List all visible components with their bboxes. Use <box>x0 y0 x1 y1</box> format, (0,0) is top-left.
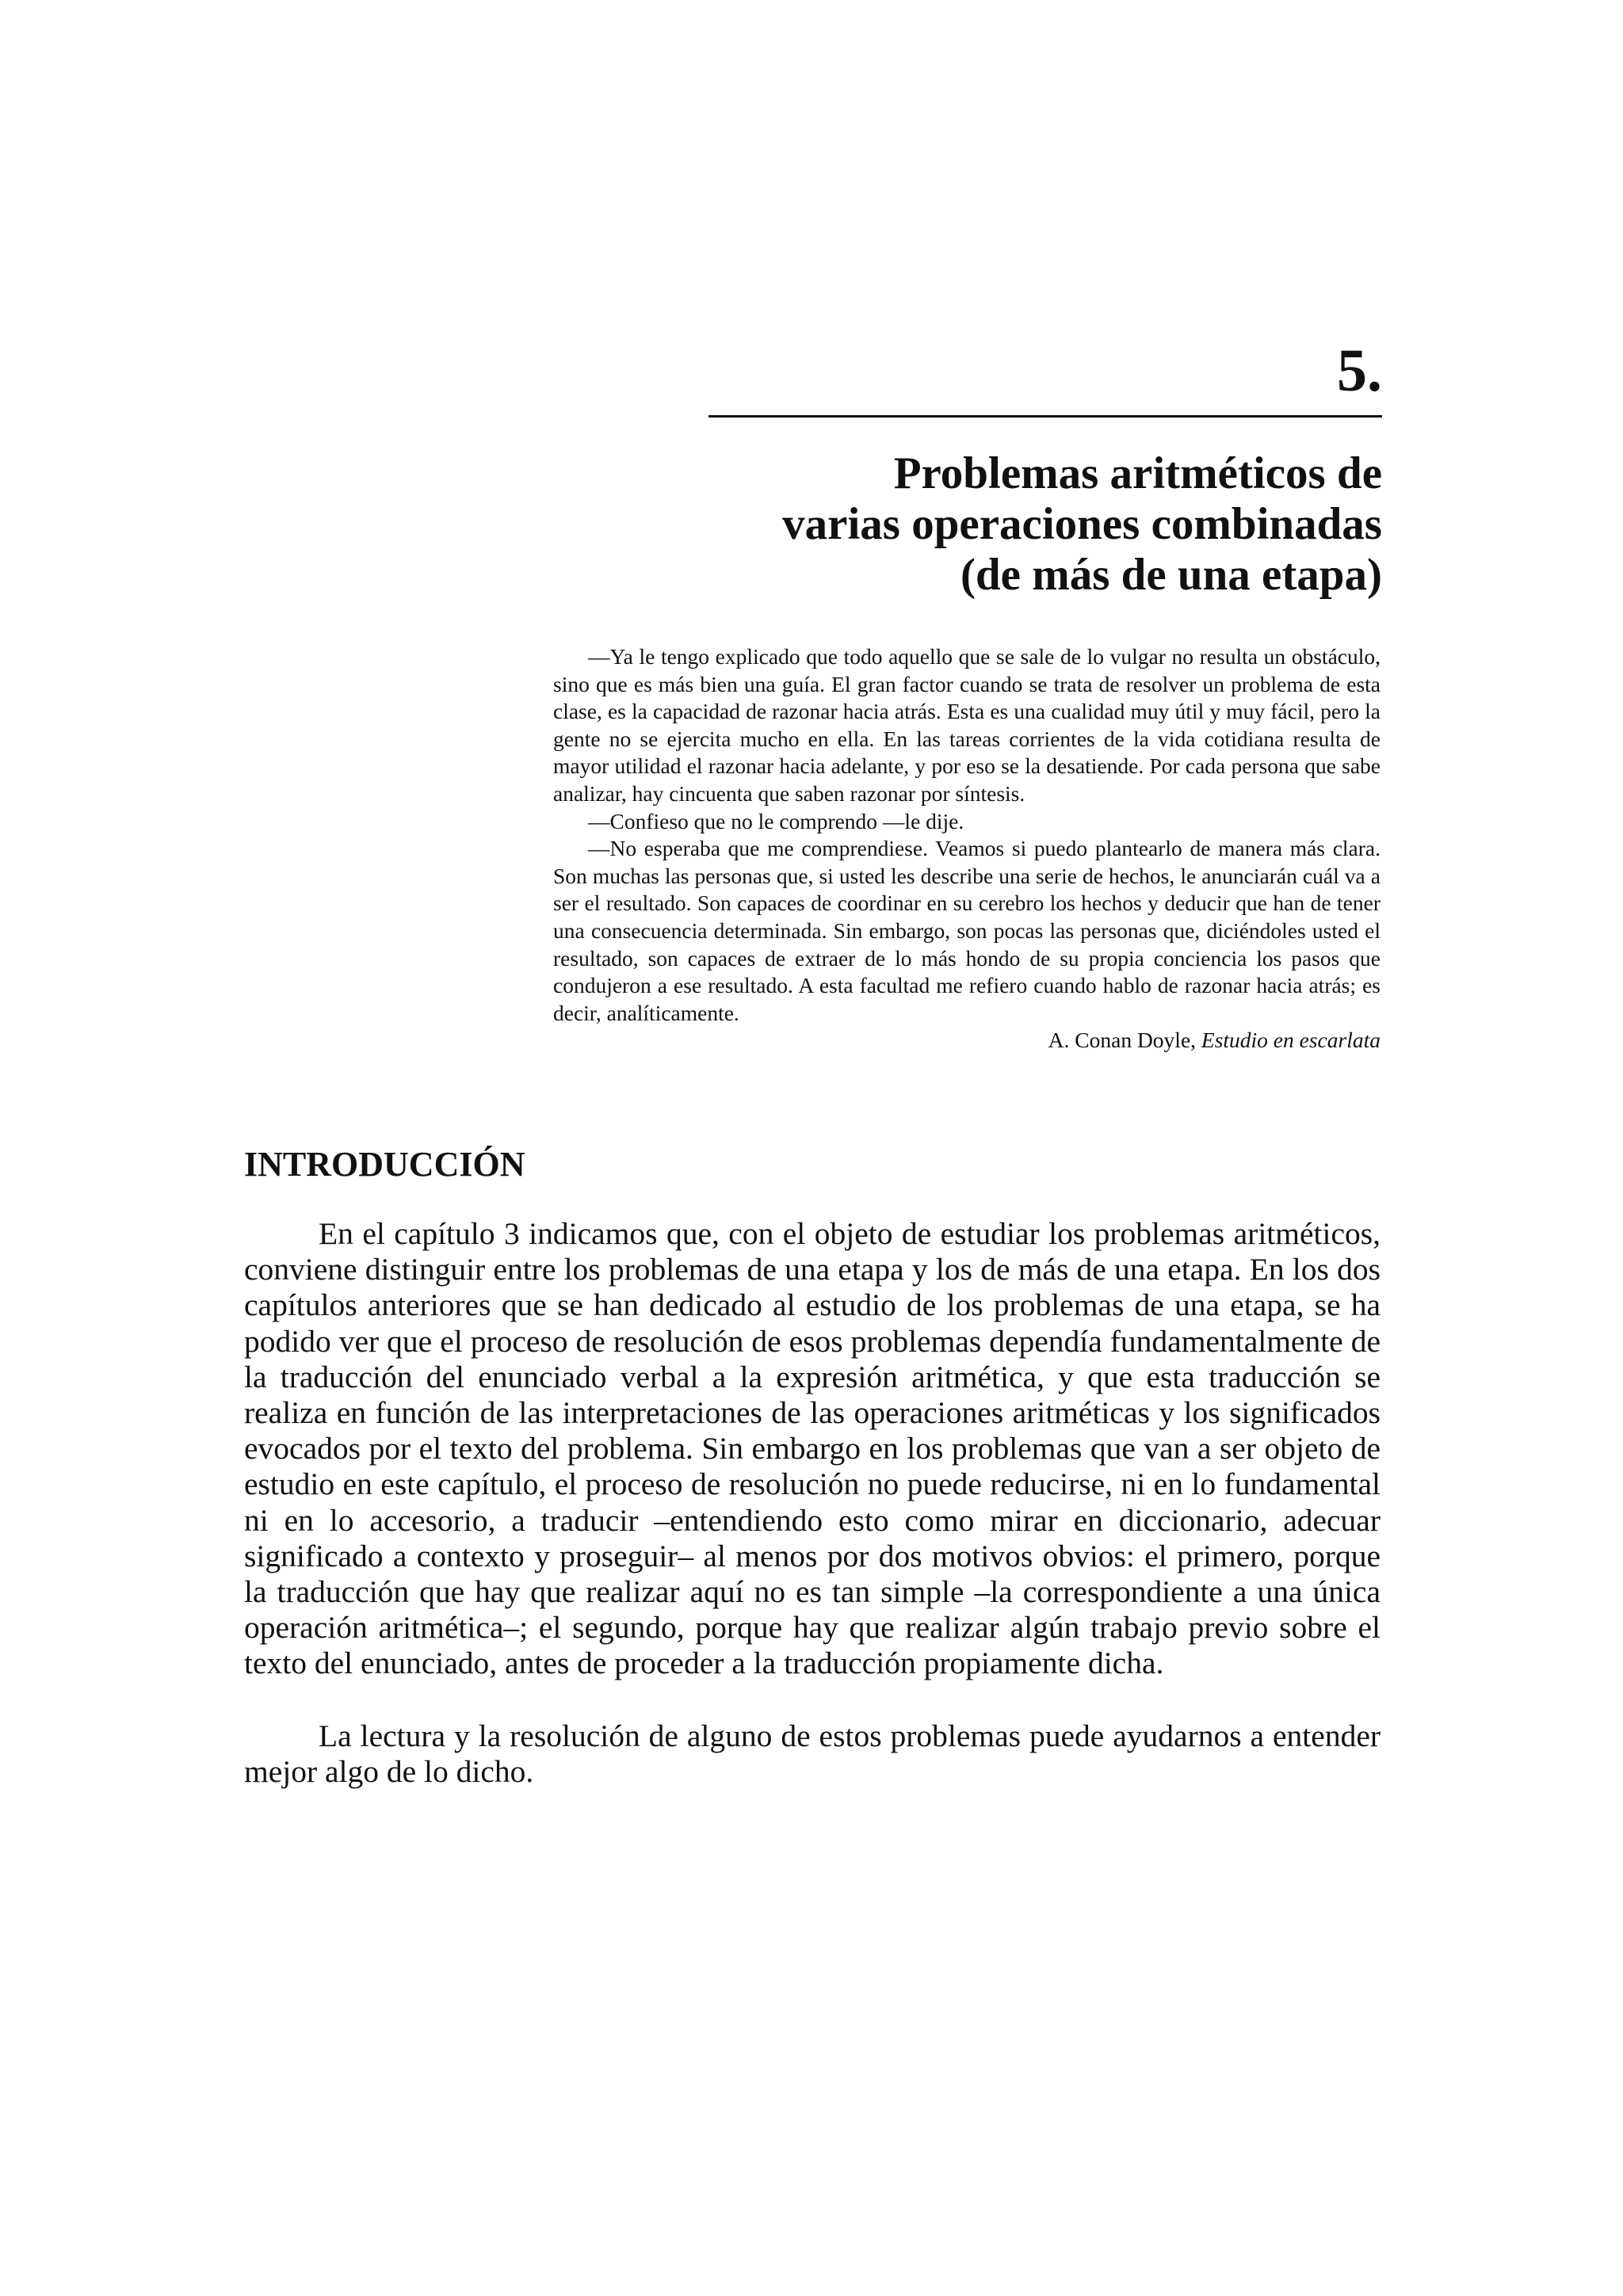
body-text <box>244 1216 1381 1826</box>
epigraph-paragraph: —No esperaba que me comprendiese. Veamos si puedo plantearlo de manera más clara. Son muchas las personas que, si usted les describe una serie de hechos, le anunciarán cuál va a ser el resultado. Son capaces de coordinar en su cerebro los hechos y deducir que han de tener una consecuencia determinada. Sin embargo, son pocas las personas que, diciéndoles usted el resultado, son capaces de extraer de lo más hondo de su propia conciencia los pasos que condujeron a ese resultado. A esta facultad me refiero cuando hablo de razonar hacia atrás; es decir, analíticamente. <box>553 836 1381 1025</box>
body-paragraph: La lectura y la resolución de alguno de estos problemas puede ayudarnos a entender mejor algo de lo dicho. <box>244 1718 1381 1789</box>
epigraph <box>553 643 1381 1055</box>
chapter-title <box>590 448 1382 601</box>
chapter-rule <box>708 415 1382 418</box>
chapter-title-line: Problemas aritméticos de <box>893 448 1382 498</box>
section-heading: INTRODUCCIÓN <box>244 1145 525 1184</box>
chapter-title-line: varias operaciones combinadas <box>782 499 1382 549</box>
chapter-title-line: (de más de una etapa) <box>960 550 1382 600</box>
body-paragraph: En el capítulo 3 indicamos que, con el objeto de estudiar los problemas aritméticos, conviene distinguir entre los problemas de una etapa y los de más de una etapa. En los dos capítulos anteriores que se han dedicado al estudio de los problemas de una etapa, se ha podido ver que el proceso de resolución de esos problemas dependía fundamentalmente de la traducción del enunciado verbal a la expresión aritmética, y que esta traducción se realiza en función de las interpretaciones de las operaciones aritméticas y los significados evocados por el texto del problema. Sin embargo en los problemas que van a ser objeto de estudio en este capítulo, el proceso de resolución no puede reducirse, ni en lo fundamental ni en lo accesorio, a traducir –entendiendo esto como mirar en diccionario, adecuar significado a contexto y proseguir– al menos por dos motivos obvios: el primero, porque la traducción que hay que realizar aquí no es tan simple –la correspondiente a una única operación aritmética–; el segundo, porque hay que realizar algún trabajo previo sobre el texto del enunciado, antes de proceder a la traducción propiamente dicha. <box>244 1216 1381 1681</box>
epigraph-paragraph: —Confieso que no le comprendo —le dije. <box>588 808 964 833</box>
epigraph-paragraph: —Ya le tengo explicado que todo aquello que se sale de lo vulgar no resulta un obstáculo, sino que es más bien una guía. El gran factor cuando se trata de resolver un problema de esta clase, es la capacidad de razonar hacia atrás. Esta es una cualidad muy útil y muy fácil, pero la gente no se ejercita mucho en ella. En las tareas corrientes de la vida cotidiana resulta de mayor utilidad el razonar hacia adelante, y por eso se la desatiende. Por cada persona que sabe analizar, hay cincuenta que saben razonar por síntesis. <box>553 644 1381 806</box>
attribution-work: Estudio en escarlata <box>1201 1028 1381 1053</box>
attribution-author: A. Conan Doyle, <box>1048 1028 1201 1053</box>
epigraph-attribution <box>553 1027 1381 1055</box>
chapter-number: 5. <box>1337 338 1382 404</box>
